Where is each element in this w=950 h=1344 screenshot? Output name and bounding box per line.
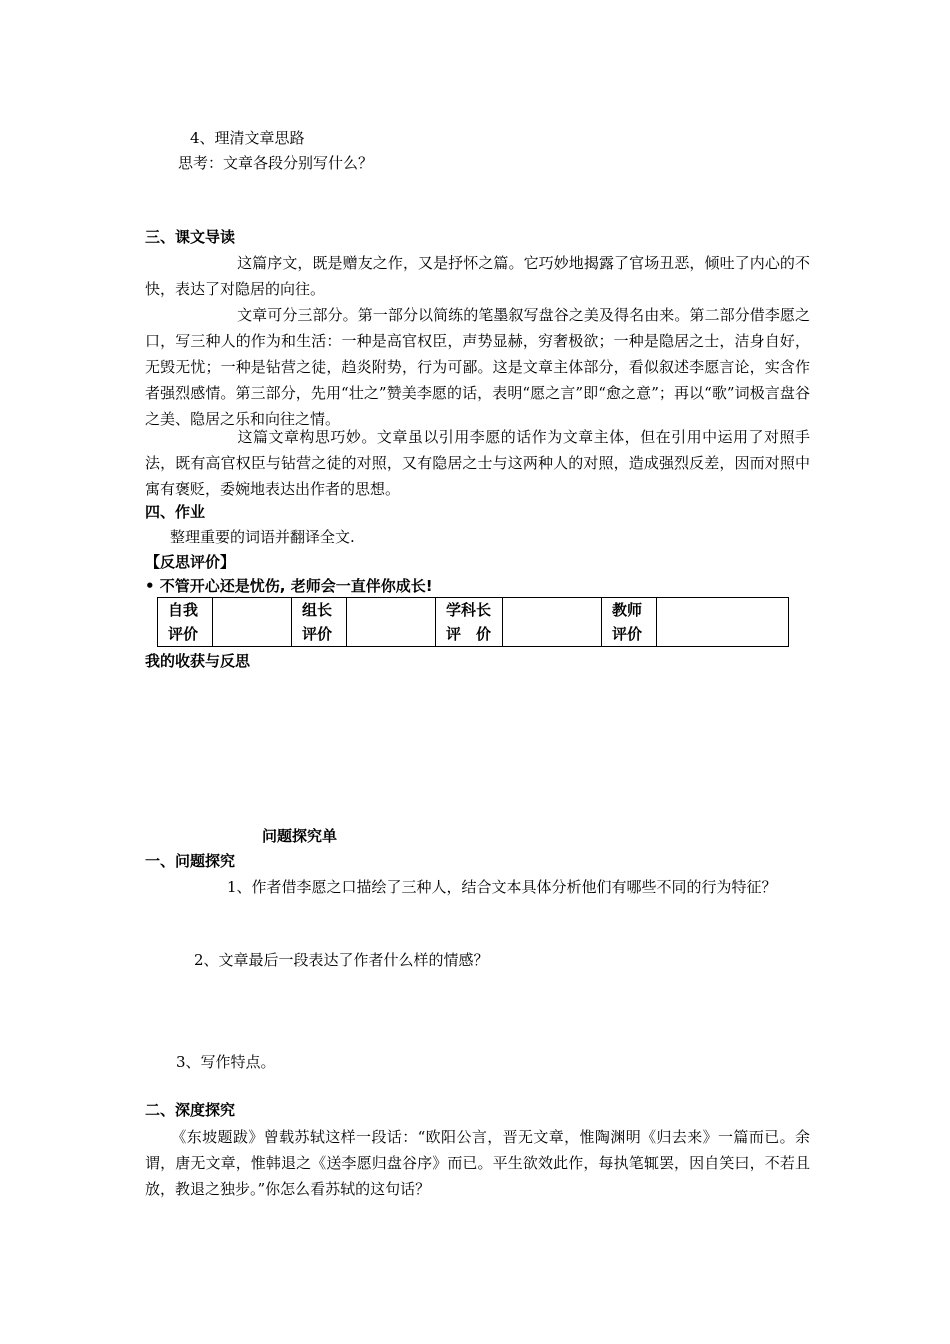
encouragement-bullet: • 不管开心还是忧伤, 老师会一直伴你成长!	[145, 577, 433, 595]
reflection-heading: 【反思评价】	[145, 553, 236, 571]
teacher-eval-cell[interactable]	[657, 598, 789, 647]
homework-text: 整理重要的词语并翻译全文.	[170, 528, 355, 546]
question-2: 2、文章最后一段表达了作者什么样的情感？	[194, 951, 489, 969]
evaluation-table	[157, 597, 789, 647]
self-eval-label: 自我 评价	[158, 598, 213, 647]
question-3: 3、写作特点。	[176, 1053, 276, 1071]
section-3-heading: 三、课文导读	[145, 228, 236, 246]
section-4-heading: 四、作业	[145, 503, 206, 521]
paragraph-3: 这篇文章构思巧妙。文章虽以引用李愿的话作为文章主体，但在引用中运用了对照手法，既有高官权臣与钻营之徒的对照，又有隐居之士与这两种人的对照，造成强烈反差，因而对照中寓有褒贬，委婉地表达出作者的思想。	[145, 428, 810, 498]
think-question: 思考：文章各段分别写什么？	[178, 154, 374, 172]
paragraph-2: 文章可分三部分。第一部分以简练的笔墨叙写盘谷之美及得名由来。第二部分借李愿之口，写三种人的作为和生活：一种是高官权臣，声势显赫，穷奢极欲；一种是隐居之士，洁身自好，无毁无忧；一种是钻营之徒，趋炎附势，行为可鄙。这是文章主体部分，看似叙述李愿言论，实含作者强烈感情。第三部分，先用“壮之”赞美李愿的话，表明“愿之言”即“愈之意”；再以“歌”词极言盘谷之美、隐居之乐和向往之情。	[145, 306, 810, 428]
subject-leader-eval-cell[interactable]	[503, 598, 602, 647]
deep-inquiry-text: 《东坡题跋》曾载苏轼这样一段话：“欧阳公言，晋无文章，惟陶渊明《归去来》一篇而已。余谓，唐无文章，惟韩退之《送李愿归盘谷序》而已。平生欲效此作，每执笔辄罢，因自笑曰，不若且放，教退之独步。”你怎么看苏轼的这句话？	[145, 1128, 810, 1198]
item-4: 4、理清文章思路	[190, 129, 305, 147]
paragraph-1: 这篇序文，既是赠友之作，又是抒怀之篇。它巧妙地揭露了官场丑恶，倾吐了内心的不快，表达了对隐居的向往。	[145, 254, 810, 298]
self-eval-cell[interactable]	[213, 598, 292, 647]
inquiry-heading-2: 二、深度探究	[145, 1101, 236, 1119]
inquiry-heading-1: 一、问题探究	[145, 852, 236, 870]
teacher-eval-label: 教师 评价	[602, 598, 657, 647]
question-1: 1、作者借李愿之口描绘了三种人，结合文本具体分析他们有哪些不同的行为特征？	[227, 878, 777, 896]
subject-leader-eval-label: 学科长 评 价	[436, 598, 503, 647]
inquiry-title: 问题探究单	[262, 827, 338, 845]
leader-eval-label: 组长 评价	[292, 598, 347, 647]
leader-eval-cell[interactable]	[347, 598, 436, 647]
gain-reflection-heading: 我的收获与反思	[145, 652, 251, 670]
